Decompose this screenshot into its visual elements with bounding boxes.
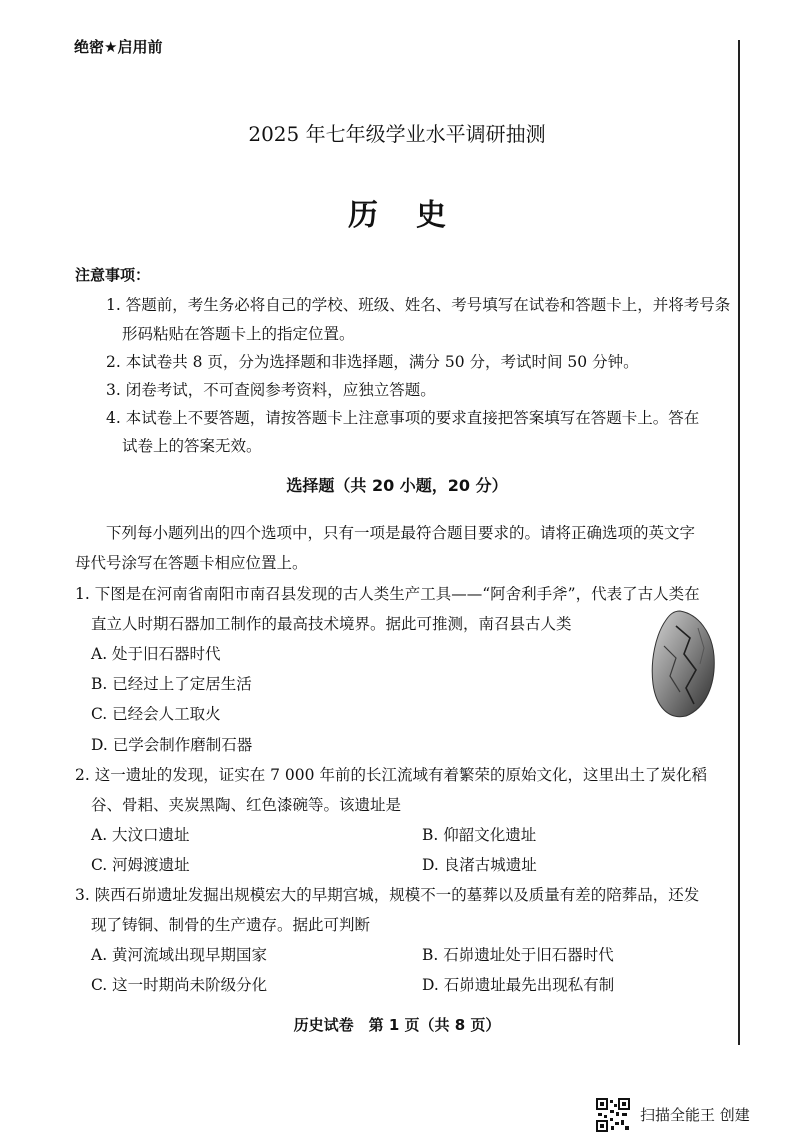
question-3-option-d: D. 石峁遗址最先出现私有制 bbox=[422, 976, 615, 994]
question-3-option-b: B. 石峁遗址处于旧石器时代 bbox=[422, 946, 614, 964]
notice-item-1-line1: 1. 答题前，考生务必将自己的学校、班级、姓名、考号填写在试卷和答题卡上，并将考号条 bbox=[106, 296, 731, 314]
subject-title: 历史 bbox=[348, 198, 484, 233]
section-intro-line2: 母代号涂写在答题卡相应位置上。 bbox=[75, 554, 308, 572]
page-footer: 历史试卷 第 1 页（共 8 页） bbox=[293, 1016, 501, 1034]
section-heading: 选择题（共 20 小题，20 分） bbox=[286, 476, 508, 495]
question-3-stem-line2: 现了铸铜、制骨的生产遗存。据此可判断 bbox=[91, 916, 371, 934]
section-intro-line1: 下列每小题列出的四个选项中，只有一项是最符合题目要求的。请将正确选项的英文字 bbox=[106, 524, 696, 542]
question-2-stem-line2: 谷、骨耜、夹炭黑陶、红色漆碗等。该遗址是 bbox=[91, 796, 402, 814]
question-2-option-a: A. 大汶口遗址 bbox=[91, 826, 190, 844]
question-3-stem-line1: 3. 陕西石峁遗址发掘出规模宏大的早期宫城，规模不一的墓葬以及质量有差的陪葬品，还发 bbox=[75, 886, 700, 904]
question-1-stem-line2: 直立人时期石器加工制作的最高技术境界。据此可推测，南召县古人类 bbox=[91, 615, 572, 633]
confidential-label: 绝密★启用前 bbox=[74, 38, 163, 56]
notice-heading: 注意事项： bbox=[75, 266, 151, 284]
question-1-stem-line1: 1. 下图是在河南省南阳市南召县发现的古人类生产工具——“阿舍利手斧”，代表了古人类在 bbox=[75, 585, 700, 603]
exam-title: 2025 年七年级学业水平调研抽测 bbox=[248, 122, 546, 146]
hand-axe-image bbox=[646, 608, 718, 720]
question-1-option-c: C. 已经会人工取火 bbox=[91, 705, 221, 723]
notice-item-3: 3. 闭卷考试，不可查阅参考资料，应独立答题。 bbox=[106, 381, 436, 399]
question-2-option-c: C. 河姆渡遗址 bbox=[91, 856, 190, 874]
question-1-option-b: B. 已经过上了定居生活 bbox=[91, 675, 252, 693]
notice-item-4-line2: 试卷上的答案无效。 bbox=[122, 437, 262, 455]
scanner-watermark: 扫描全能王 创建 bbox=[640, 1106, 750, 1124]
question-2-stem-line1: 2. 这一遗址的发现，证实在 7 000 年前的长江流域有着繁荣的原始文化，这里出土了炭化稻 bbox=[75, 766, 707, 784]
notice-item-2: 2. 本试卷共 8 页，分为选择题和非选择题，满分 50 分，考试时间 50 分钟。 bbox=[106, 353, 639, 371]
question-2-option-d: D. 良渚古城遗址 bbox=[422, 856, 537, 874]
notice-item-4-line1: 4. 本试卷上不要答题，请按答题卡上注意事项的要求直接把答案填写在答题卡上。答在 bbox=[106, 409, 700, 427]
question-3-option-c: C. 这一时期尚未阶级分化 bbox=[91, 976, 268, 994]
question-1-option-d: D. 已学会制作磨制石器 bbox=[91, 736, 253, 754]
question-2-option-b: B. 仰韶文化遗址 bbox=[422, 826, 537, 844]
question-1-option-a: A. 处于旧石器时代 bbox=[91, 645, 221, 663]
qr-code-icon bbox=[596, 1098, 630, 1132]
notice-item-1-line2: 形码粘贴在答题卡上的指定位置。 bbox=[122, 325, 355, 343]
question-3-option-a: A. 黄河流域出现早期国家 bbox=[91, 946, 268, 964]
